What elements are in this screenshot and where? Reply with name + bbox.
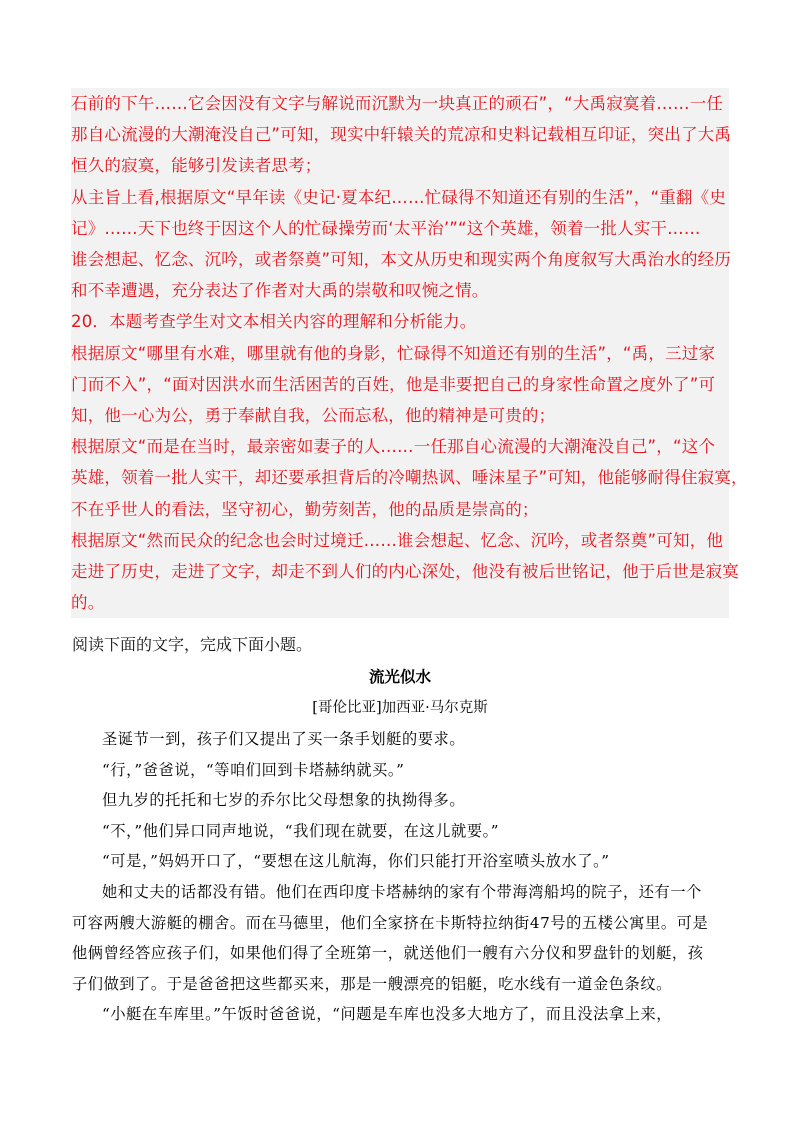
answer-line: 恒久的寂寞，能够引发读者思考；	[71, 156, 322, 176]
story-title: 流光似水	[368, 667, 431, 686]
story-paragraph-line: 但九岁的托托和七岁的乔尔比父母想象的执拗得多。	[102, 791, 466, 810]
answer-line: 根据原文“哪里有水难，哪里就有他的身影，忙碌得不知道还有别的生活”，“禹，三过家	[71, 343, 716, 363]
story-paragraph-line: 子们做到了。于是爸爸把这些都买来，那是一艘漂亮的铝艇，吃水线有一道金色条纹。	[72, 974, 672, 993]
answer-line: 根据原文“然而民众的纪念也会时过境迁……谁会想起、忆念、沉吟，或者祭奠”可知，他	[71, 530, 724, 550]
answer-line: 谁会想起、忆念、沉吟，或者祭奠”可知，本文从历史和现实两个角度叙写大禹治水的经历	[71, 250, 732, 270]
story-paragraph-line: 他俩曾经答应孩子们，如果他们得了全班第一，就送他们一艘有六分仪和罗盘针的划艇，孩	[72, 944, 704, 963]
answer-line: 20．本题考查学生对文本相关内容的理解和分析能力。	[71, 312, 477, 332]
answer-line: 从主旨上看,根据原文“早年读《史记·夏本纪……忙碌得不知道还有别的生活”，“重翻《史	[71, 187, 727, 207]
story-body	[72, 724, 732, 1030]
answer-line: 门而不入”，“面对因洪水而生活困苦的百姓，他是非要把自己的身家性命置之度外了”可	[71, 374, 716, 394]
answer-line: 石前的下午……它会因没有文字与解说而沉默为一块真正的顽石”，“大禹寂寞着……一任	[71, 94, 724, 113]
answer-line: 知，他一心为公，勇于奉献自我，公而忘私，他的精神是可贵的；	[71, 406, 556, 426]
answer-explanation-block	[71, 88, 748, 618]
story-paragraph-line: “小艇在车库里。”午饭时爸爸说，“问题是车库也没多大地方了，而且没法拿上来，	[102, 1005, 673, 1024]
answer-line: 英雄，领着一批人实干，却还要承担背后的冷嘲热讽、唾沫星子”可知，他能够耐得住寂寞，	[71, 468, 748, 488]
story-paragraph-line: 可容两艘大游艇的棚舍。而在马德里，他们全家挤在卡斯特拉纳街47号的五楼公寓里。可是	[72, 913, 709, 932]
story-paragraph-line: “可是，”妈妈开口了，“要想在这儿航海，你们只能打开浴室喷头放水了。”	[102, 852, 610, 871]
story-paragraph-line: “不，”他们异口同声地说，“我们现在就要，在这儿就要。”	[102, 821, 500, 840]
reading-instruction: 阅读下面的文字，完成下面小题。	[72, 635, 313, 654]
story-paragraph-line: 她和丈夫的话都没有错。他们在西印度卡塔赫纳的家有个带海湾船坞的院子，还有一个	[102, 882, 702, 901]
answer-line: 根据原文“而是在当时，最亲密如妻子的人……一任那自心流漫的大潮淹没自己”，“这个	[71, 437, 716, 457]
answer-line: 不在乎世人的看法，坚守初心，勤劳刻苦，他的品质是崇高的；	[71, 499, 539, 519]
answer-line: 那自心流漫的大潮淹没自己”可知，现实中轩辕关的荒凉和史料记载相互印证，突出了大禹	[71, 125, 732, 145]
story-paragraph-line: 圣诞节一到，孩子们又提出了买一条手划艇的要求。	[102, 730, 466, 748]
story-paragraph-line: “行，”爸爸说，“等咱们回到卡塔赫纳就买。”	[102, 760, 405, 779]
answer-line: 记》……天下也终于因这个人的忙碌操劳而‘太平治’”“这个英雄，领着一批人实干……	[71, 218, 701, 238]
answer-line: 和不幸遭遇，充分表达了作者对大禹的崇敬和叹惋之情。	[71, 281, 489, 301]
answer-line: 的。	[71, 593, 105, 613]
story-author: [哥伦比亚]加西亚·马尔克斯	[312, 700, 488, 716]
answer-line: 走进了历史，走进了文字，却走不到人们的内心深处，他没有被后世铭记，他于后世是寂寞	[71, 562, 739, 582]
